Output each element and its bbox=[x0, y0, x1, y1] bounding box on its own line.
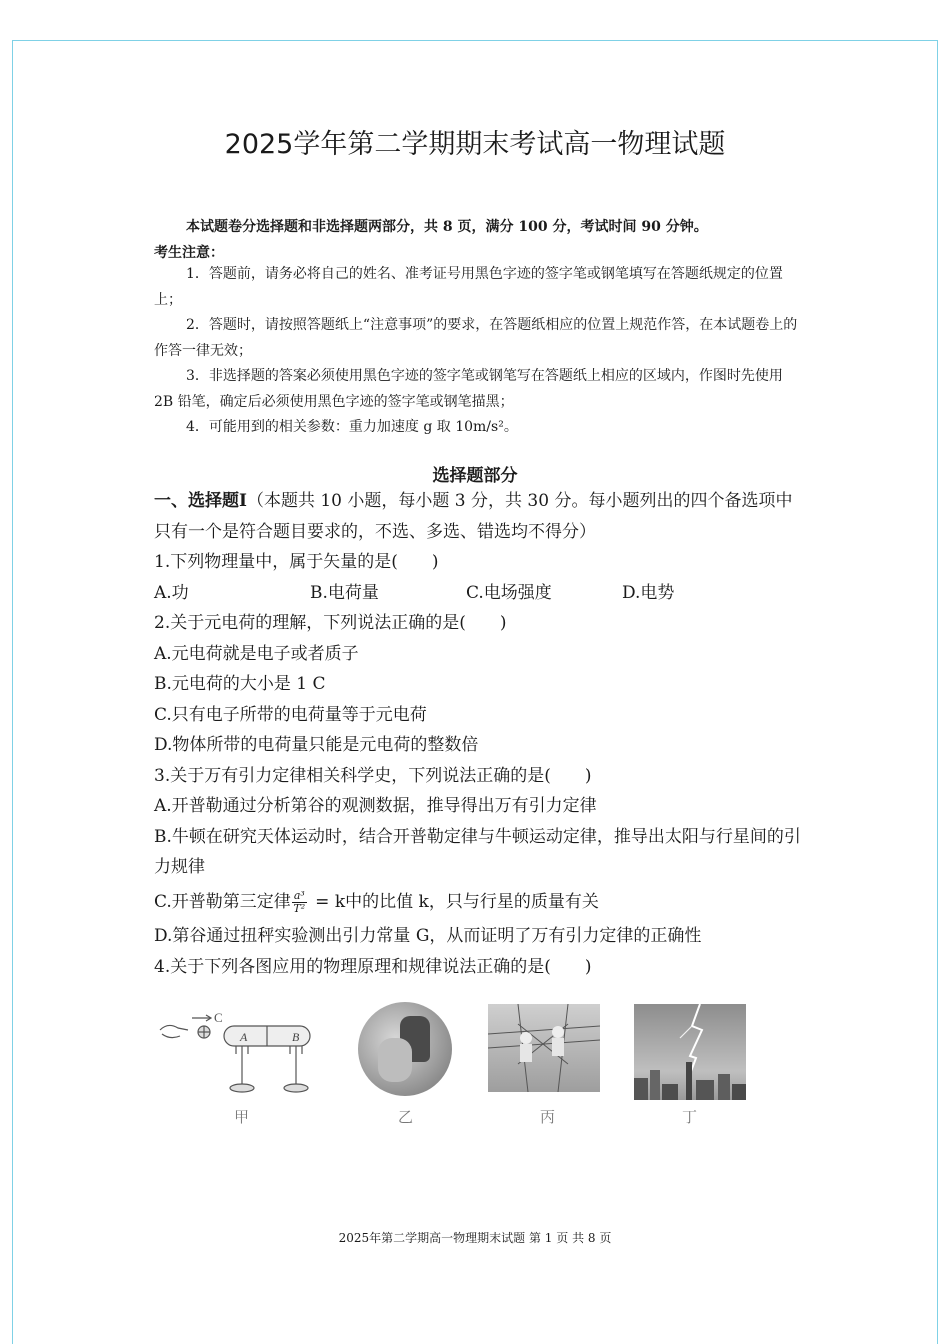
q4-figures bbox=[154, 1000, 764, 1130]
hand-shape bbox=[378, 1038, 412, 1082]
q1-option-c: C.电场强度 bbox=[466, 582, 552, 603]
lightning-rod-photo bbox=[634, 1004, 746, 1100]
electrostatic-induction-figure bbox=[154, 1000, 334, 1100]
q1-option-a: A.功 bbox=[154, 582, 189, 603]
shielding-glove-photo bbox=[358, 1002, 452, 1096]
part1-title: 一、选择题Ⅰ bbox=[154, 491, 247, 511]
power-tower-lines bbox=[488, 1004, 600, 1092]
page-footer: 2025年第二学期高一物理期末试题 第 1 页 共 8 页 bbox=[338, 1231, 612, 1245]
notice-list bbox=[154, 262, 802, 441]
live-line-work-photo bbox=[488, 1004, 600, 1092]
part1-heading bbox=[154, 486, 804, 547]
fig1-letter-c: C bbox=[214, 1010, 223, 1025]
notice-item: 2．答题时，请按照答题纸上“注意事项”的要求，在答题纸相应的位置上规范作答，在本试题卷上的作答一律无效； bbox=[154, 317, 798, 359]
q3-option-b: B.牛顿在研究天体运动时，结合开普勒定律与牛顿运动定律，推导出太阳与行星间的引力规律 bbox=[154, 826, 801, 877]
q2-stem: 2.关于元电荷的理解，下列说法正确的是( ) bbox=[154, 613, 507, 633]
q1-option-d: D.电势 bbox=[622, 582, 675, 603]
q2-option-c: C.只有电子所带的电荷量等于元电荷 bbox=[154, 704, 427, 725]
q3-option-c-text: C.开普勒第三定律 bbox=[154, 891, 291, 912]
q1-stem: 1.下列物理量中，属于矢量的是( ) bbox=[154, 552, 439, 572]
fig1-letter-b: B bbox=[292, 1030, 300, 1044]
exam-title: 2025学年第二学期期末考试高一物理试题 bbox=[224, 129, 726, 160]
figure-label-bing: 丙 bbox=[540, 1108, 556, 1126]
lightning-skyline bbox=[634, 1004, 746, 1100]
q2-option-d: D.物体所带的电荷量只能是元电荷的整数倍 bbox=[154, 735, 479, 755]
part1-description: （本题共 10 小题，每小题 3 分，共 30 分。每小题列出的四个备选项中只有一个是符合题目要求的，不选、多选、错选均不得分） bbox=[154, 491, 793, 542]
q1-options bbox=[154, 578, 804, 609]
notice-item: 4．可能用到的相关参数：重力加速度 g 取 10m/s²。 bbox=[186, 419, 518, 435]
figure-label-ding: 丁 bbox=[682, 1108, 698, 1126]
notice-heading: 考生注意： bbox=[154, 245, 224, 261]
q2-option-a: A.元电荷就是电子或者质子 bbox=[154, 643, 359, 664]
q3-stem: 3.关于万有引力定律相关科学史，下列说法正确的是( ) bbox=[154, 765, 592, 786]
section-title: 选择题部分 bbox=[432, 466, 518, 486]
notice-item: 3．非选择题的答案必须使用黑色字迹的签字笔或钢笔写在答题纸上相应的区域内，作图时先使用 2B 铅笔，确定后必须使用黑色字迹的签字笔或钢笔描黑； bbox=[154, 368, 783, 410]
figure-label-yi: 乙 bbox=[398, 1108, 414, 1126]
q3-option-a: A.开普勒通过分析第谷的观测数据，推导得出万有引力定律 bbox=[154, 796, 597, 816]
formula-numerator: a³ bbox=[293, 888, 305, 902]
q3-option-c bbox=[154, 887, 804, 918]
notice-item: 1．答题前，请务必将自己的姓名、准考证号用黑色字迹的签字笔或钢笔填写在答题纸规定的位置上； bbox=[154, 266, 783, 308]
q4-stem: 4.关于下列各图应用的物理原理和规律说法正确的是( ) bbox=[154, 956, 592, 977]
exam-intro: 本试题卷分选择题和非选择题两部分，共 8 页，满分 100 分，考试时间 90 分钟。 bbox=[186, 219, 708, 235]
q1-option-b: B.电荷量 bbox=[310, 582, 379, 603]
q2-option-b: B.元电荷的大小是 1 C bbox=[154, 674, 326, 694]
q3-option-d: D.第谷通过扭秤实验测出引力常量 G，从而证明了万有引力定律的正确性 bbox=[154, 926, 702, 946]
kepler-formula bbox=[292, 890, 307, 915]
fig1-letter-a: A bbox=[240, 1030, 248, 1044]
formula-denominator: T² bbox=[293, 901, 306, 915]
figure-label-jia: 甲 bbox=[234, 1108, 250, 1126]
q3-option-c-rest: = k中的比值 k，只与行星的质量有关 bbox=[309, 891, 599, 912]
questions bbox=[154, 486, 804, 982]
